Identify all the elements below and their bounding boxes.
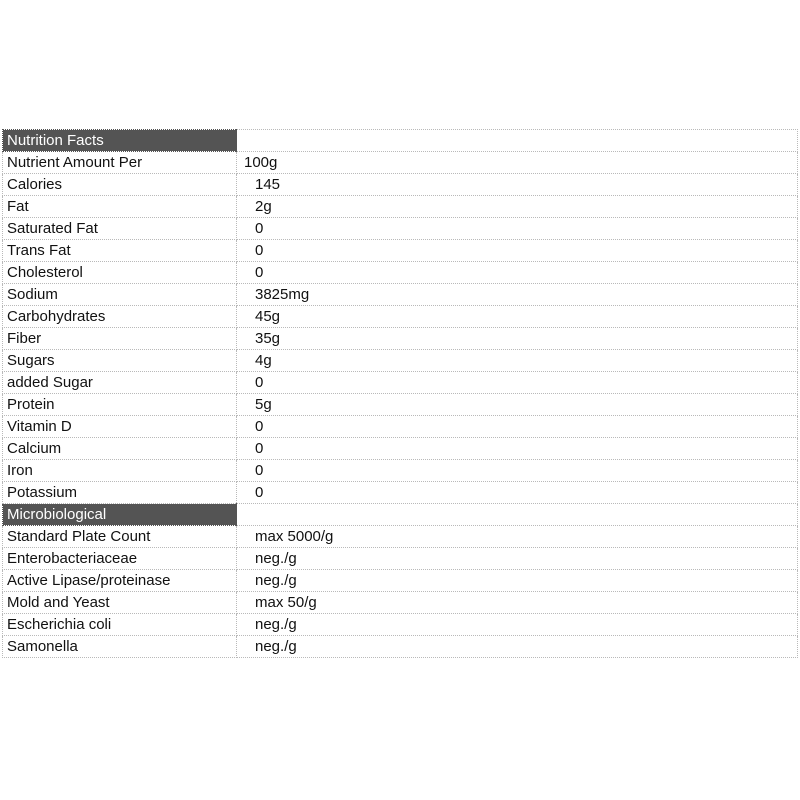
nutrient-label: Potassium bbox=[3, 482, 237, 504]
nutrient-label: added Sugar bbox=[3, 372, 237, 394]
micro-test-value: neg./g bbox=[237, 614, 798, 636]
nutrient-amount-header: Nutrient Amount Per bbox=[3, 152, 237, 174]
micro-test-value: neg./g bbox=[237, 570, 798, 592]
nutrition-section-title: Nutrition Facts bbox=[3, 130, 237, 152]
nutrient-value: 0 bbox=[237, 438, 798, 460]
nutrient-value: 0 bbox=[237, 240, 798, 262]
nutrient-row bbox=[3, 306, 798, 328]
nutrient-row bbox=[3, 350, 798, 372]
micro-test-row bbox=[3, 526, 798, 548]
micro-test-label: Escherichia coli bbox=[3, 614, 237, 636]
nutrient-value: 5g bbox=[237, 394, 798, 416]
micro-test-value: neg./g bbox=[237, 548, 798, 570]
nutrient-row bbox=[3, 372, 798, 394]
nutrient-label: Saturated Fat bbox=[3, 218, 237, 240]
nutrition-section-blank-cell bbox=[237, 130, 798, 152]
nutrient-value: 35g bbox=[237, 328, 798, 350]
nutrient-label: Vitamin D bbox=[3, 416, 237, 438]
nutrient-row bbox=[3, 460, 798, 482]
nutrient-value: 0 bbox=[237, 218, 798, 240]
nutrient-value: 2g bbox=[237, 196, 798, 218]
serving-size-header: 100g bbox=[237, 152, 798, 174]
nutrient-row bbox=[3, 218, 798, 240]
nutrition-spec-table bbox=[2, 129, 798, 658]
micro-test-value: neg./g bbox=[237, 636, 798, 658]
micro-test-row bbox=[3, 636, 798, 658]
micro-test-label: Active Lipase/proteinase bbox=[3, 570, 237, 592]
nutrient-row bbox=[3, 240, 798, 262]
micro-test-row bbox=[3, 614, 798, 636]
micro-test-label: Standard Plate Count bbox=[3, 526, 237, 548]
nutrient-label: Cholesterol bbox=[3, 262, 237, 284]
nutrient-label: Calories bbox=[3, 174, 237, 196]
nutrient-row bbox=[3, 394, 798, 416]
micro-test-row bbox=[3, 548, 798, 570]
nutrient-value: 4g bbox=[237, 350, 798, 372]
nutrient-value: 0 bbox=[237, 416, 798, 438]
nutrient-row bbox=[3, 482, 798, 504]
table-header-row bbox=[3, 152, 798, 174]
nutrient-row bbox=[3, 284, 798, 306]
micro-test-value: max 50/g bbox=[237, 592, 798, 614]
nutrient-label: Fat bbox=[3, 196, 237, 218]
micro-test-row bbox=[3, 570, 798, 592]
nutrient-value: 0 bbox=[237, 460, 798, 482]
nutrient-label: Sodium bbox=[3, 284, 237, 306]
nutrient-label: Iron bbox=[3, 460, 237, 482]
nutrient-value: 145 bbox=[237, 174, 798, 196]
nutrient-row bbox=[3, 438, 798, 460]
nutrient-row bbox=[3, 196, 798, 218]
microbiological-section-blank-cell bbox=[237, 504, 798, 526]
nutrient-label: Protein bbox=[3, 394, 237, 416]
micro-test-label: Samonella bbox=[3, 636, 237, 658]
nutrition-section-header bbox=[3, 130, 798, 152]
nutrient-row bbox=[3, 416, 798, 438]
microbiological-section-header bbox=[3, 504, 798, 526]
microbiological-section-title: Microbiological bbox=[3, 504, 237, 526]
nutrient-value: 0 bbox=[237, 262, 798, 284]
nutrient-row bbox=[3, 262, 798, 284]
micro-test-label: Mold and Yeast bbox=[3, 592, 237, 614]
nutrient-label: Calcium bbox=[3, 438, 237, 460]
micro-test-label: Enterobacteriaceae bbox=[3, 548, 237, 570]
nutrient-label: Trans Fat bbox=[3, 240, 237, 262]
nutrient-label: Carbohydrates bbox=[3, 306, 237, 328]
nutrient-value: 3825mg bbox=[237, 284, 798, 306]
nutrient-label: Fiber bbox=[3, 328, 237, 350]
nutrient-label: Sugars bbox=[3, 350, 237, 372]
nutrient-row bbox=[3, 174, 798, 196]
nutrient-row bbox=[3, 328, 798, 350]
nutrient-value: 45g bbox=[237, 306, 798, 328]
nutrient-value: 0 bbox=[237, 482, 798, 504]
micro-test-value: max 5000/g bbox=[237, 526, 798, 548]
micro-test-row bbox=[3, 592, 798, 614]
nutrient-value: 0 bbox=[237, 372, 798, 394]
